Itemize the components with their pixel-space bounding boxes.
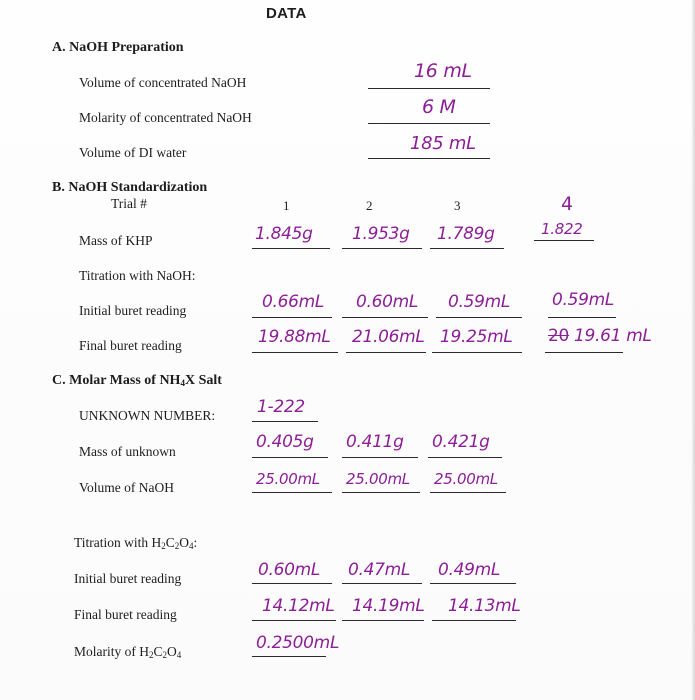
label-volume-concentrated-naoh: Volume of concentrated NaOH — [79, 75, 247, 90]
answer-line — [432, 620, 516, 621]
label-mass-unknown: Mass of unknown — [79, 444, 176, 459]
handwritten-initial-c-3: 0.49mL — [438, 560, 501, 580]
handwritten-final-c-2: 14.19mL — [352, 596, 425, 616]
section-b-heading: B. NaOH Standardization — [52, 180, 208, 195]
trial-number-1: 1 — [283, 198, 290, 213]
answer-line — [534, 240, 594, 241]
handwritten-mass-khp-1: 1.845g — [255, 224, 313, 244]
answer-line — [342, 317, 428, 318]
answer-line — [252, 457, 328, 458]
answer-line — [545, 352, 623, 353]
answer-line — [252, 656, 326, 657]
handwritten-mass-khp-2: 1.953g — [352, 224, 410, 244]
handwritten-vol-naoh-3: 25.00mL — [434, 470, 498, 488]
handwritten-vol-naoh-2: 25.00mL — [346, 470, 410, 488]
answer-line — [342, 620, 424, 621]
answer-line — [548, 317, 616, 318]
handwritten-unknown-number: 1-222 — [257, 397, 305, 417]
answer-line — [368, 158, 490, 159]
label-initial-buret-c: Initial buret reading — [74, 571, 182, 586]
answer-line — [430, 583, 516, 584]
answer-line — [252, 352, 338, 353]
label-mass-khp: Mass of KHP — [79, 233, 153, 248]
handwritten-mass-unknown-1: 0.405g — [256, 432, 314, 452]
handwritten-volume-concentrated-naoh: 16 mL — [414, 60, 472, 82]
handwritten-final-b-4: 19.61 mL — [574, 326, 652, 346]
handwritten-mass-unknown-2: 0.411g — [346, 432, 404, 452]
handwritten-final-c-3: 14.13mL — [448, 596, 521, 616]
handwritten-vol-naoh-1: 25.00mL — [256, 470, 320, 488]
answer-line — [368, 123, 490, 124]
trial-number-3: 3 — [454, 198, 461, 213]
label-final-buret-b: Final buret reading — [79, 338, 182, 353]
label-titration-naoh: Titration with NaOH: — [79, 268, 196, 283]
handwritten-mass-khp-3: 1.789g — [437, 224, 495, 244]
answer-line — [252, 492, 332, 493]
handwritten-volume-di-water: 185 mL — [410, 133, 476, 154]
section-c-heading: C. Molar Mass of $NH_4X$ Salt — [52, 373, 222, 388]
answer-line — [428, 457, 502, 458]
label-titration-oxalic: Titration with $H_2C_2O_4$: — [74, 535, 198, 551]
answer-line — [342, 248, 422, 249]
answer-line — [436, 317, 522, 318]
handwritten-initial-b-2: 0.60mL — [356, 292, 419, 312]
answer-line — [368, 88, 490, 89]
handwritten-final-b-1: 19.88mL — [258, 327, 331, 347]
handwritten-molarity-oxalic: 0.2500mL — [256, 633, 340, 653]
label-final-buret-c: Final buret reading — [74, 607, 177, 622]
label-volume-di-water: Volume of DI water — [79, 145, 187, 160]
handwritten-initial-b-3: 0.59mL — [448, 292, 511, 312]
handwritten-molarity-concentrated-naoh: 6 M — [422, 96, 456, 118]
label-volume-naoh: Volume of NaOH — [79, 480, 174, 495]
label-molarity-concentrated-naoh: Molarity of concentrated NaOH — [79, 110, 252, 125]
answer-line — [346, 352, 426, 353]
answer-line — [252, 620, 336, 621]
answer-line — [430, 492, 506, 493]
handwritten-mass-khp-4: 1.822 — [541, 220, 583, 238]
answer-line — [252, 248, 330, 249]
trial-number-2: 2 — [366, 198, 373, 213]
answer-line — [252, 421, 318, 422]
handwritten-final-b-3: 19.25mL — [440, 327, 513, 347]
answer-line — [252, 317, 332, 318]
answer-line — [432, 352, 522, 353]
struck-out-value: 20 — [548, 326, 570, 346]
handwritten-final-b-2: 21.06mL — [352, 327, 425, 347]
answer-line — [252, 583, 332, 584]
answer-line — [430, 248, 504, 249]
section-a-heading: A. NaOH Preparation — [52, 40, 184, 55]
handwritten-initial-b-4: 0.59mL — [552, 290, 615, 310]
trial-number-4-handwritten: 4 — [561, 193, 573, 215]
handwritten-mass-unknown-3: 0.421g — [432, 432, 490, 452]
answer-line — [342, 457, 418, 458]
answer-line — [342, 492, 420, 493]
handwritten-final-c-1: 14.12mL — [262, 596, 335, 616]
page-edge-shadow — [691, 0, 695, 700]
handwritten-initial-b-1: 0.66mL — [262, 292, 325, 312]
label-molarity-oxalic: Molarity of $H_2C_2O_4$ — [74, 644, 182, 660]
handwritten-initial-c-1: 0.60mL — [258, 560, 321, 580]
label-unknown-number: UNKNOWN NUMBER: — [79, 408, 216, 423]
handwritten-initial-c-2: 0.47mL — [348, 560, 411, 580]
answer-line — [342, 583, 422, 584]
page-title: DATA — [266, 5, 307, 22]
label-initial-buret-b: Initial buret reading — [79, 303, 187, 318]
trial-label: Trial # — [111, 196, 147, 211]
